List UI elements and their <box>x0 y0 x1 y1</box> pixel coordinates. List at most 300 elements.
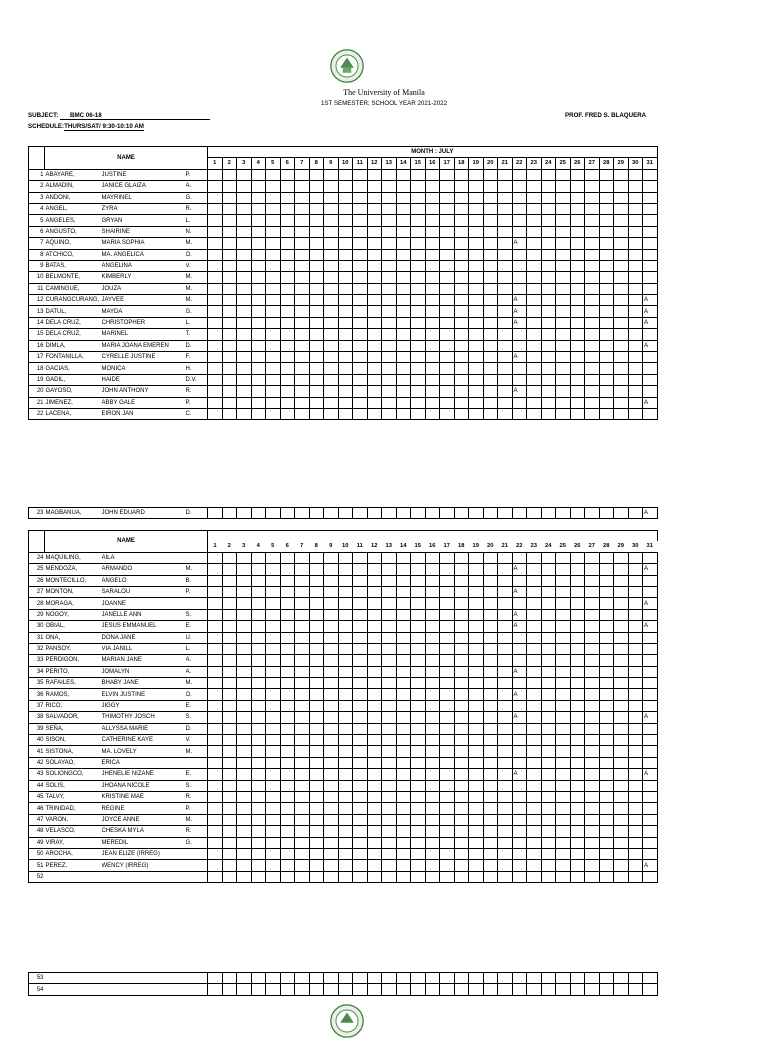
attendance-cell[interactable] <box>382 552 397 563</box>
attendance-cell[interactable] <box>266 295 281 306</box>
attendance-cell[interactable] <box>353 860 368 871</box>
attendance-cell[interactable] <box>222 306 237 317</box>
attendance-cell[interactable] <box>367 586 382 597</box>
attendance-cell[interactable] <box>599 340 614 351</box>
attendance-cell[interactable] <box>541 586 556 597</box>
attendance-cell[interactable] <box>309 643 324 654</box>
attendance-cell[interactable] <box>266 735 281 746</box>
attendance-cell[interactable] <box>469 632 484 643</box>
attendance-cell[interactable] <box>367 757 382 768</box>
attendance-cell[interactable] <box>469 508 484 519</box>
attendance-cell[interactable] <box>324 984 339 995</box>
attendance-cell[interactable] <box>628 689 643 700</box>
attendance-cell[interactable] <box>585 340 600 351</box>
attendance-cell[interactable] <box>266 871 281 882</box>
attendance-cell[interactable] <box>585 374 600 385</box>
attendance-cell[interactable] <box>541 169 556 180</box>
attendance-cell[interactable] <box>527 757 542 768</box>
attendance-cell[interactable] <box>599 272 614 283</box>
attendance-cell[interactable] <box>295 984 310 995</box>
attendance-cell[interactable] <box>237 678 252 689</box>
attendance-cell[interactable] <box>556 598 571 609</box>
attendance-cell[interactable] <box>614 598 629 609</box>
attendance-cell[interactable] <box>425 814 440 825</box>
attendance-cell[interactable] <box>556 215 571 226</box>
attendance-cell[interactable] <box>643 238 658 249</box>
attendance-cell[interactable] <box>425 181 440 192</box>
attendance-cell[interactable] <box>266 352 281 363</box>
attendance-cell[interactable] <box>353 643 368 654</box>
attendance-cell[interactable] <box>599 552 614 563</box>
attendance-cell[interactable] <box>382 632 397 643</box>
attendance-cell[interactable] <box>454 826 469 837</box>
attendance-cell[interactable] <box>440 552 455 563</box>
attendance-cell[interactable] <box>338 984 353 995</box>
attendance-cell[interactable] <box>411 712 426 723</box>
attendance-cell[interactable] <box>425 848 440 859</box>
attendance-cell[interactable] <box>367 226 382 237</box>
attendance-cell[interactable] <box>614 609 629 620</box>
attendance-cell[interactable] <box>483 837 498 848</box>
attendance-cell[interactable] <box>266 408 281 419</box>
attendance-cell[interactable] <box>222 238 237 249</box>
attendance-cell[interactable] <box>324 363 339 374</box>
attendance-cell[interactable] <box>324 329 339 340</box>
attendance-cell[interactable] <box>614 803 629 814</box>
attendance-cell[interactable] <box>280 238 295 249</box>
attendance-cell[interactable] <box>222 984 237 995</box>
attendance-cell[interactable] <box>396 586 411 597</box>
attendance-cell[interactable] <box>643 803 658 814</box>
attendance-cell[interactable] <box>527 340 542 351</box>
attendance-cell[interactable] <box>411 363 426 374</box>
attendance-cell[interactable] <box>498 192 513 203</box>
attendance-cell[interactable] <box>382 860 397 871</box>
attendance-cell[interactable] <box>469 757 484 768</box>
attendance-cell[interactable] <box>483 757 498 768</box>
attendance-cell[interactable] <box>454 984 469 995</box>
attendance-cell[interactable] <box>512 860 527 871</box>
attendance-cell[interactable] <box>527 984 542 995</box>
attendance-cell[interactable] <box>454 329 469 340</box>
attendance-cell[interactable] <box>628 295 643 306</box>
attendance-cell[interactable] <box>512 283 527 294</box>
attendance-cell[interactable] <box>411 272 426 283</box>
attendance-cell[interactable] <box>338 283 353 294</box>
attendance-cell[interactable] <box>454 408 469 419</box>
attendance-cell[interactable] <box>251 757 266 768</box>
attendance-cell[interactable] <box>251 826 266 837</box>
attendance-cell[interactable] <box>237 780 252 791</box>
attendance-cell[interactable] <box>396 363 411 374</box>
attendance-cell[interactable] <box>353 700 368 711</box>
attendance-cell[interactable] <box>454 575 469 586</box>
attendance-cell[interactable] <box>614 678 629 689</box>
attendance-cell[interactable] <box>512 791 527 802</box>
attendance-cell[interactable] <box>309 564 324 575</box>
attendance-cell[interactable] <box>425 712 440 723</box>
attendance-cell[interactable] <box>324 203 339 214</box>
attendance-cell[interactable] <box>309 848 324 859</box>
attendance-cell[interactable] <box>396 803 411 814</box>
attendance-cell[interactable] <box>208 169 223 180</box>
attendance-cell[interactable] <box>382 272 397 283</box>
attendance-cell[interactable] <box>527 397 542 408</box>
attendance-cell[interactable] <box>599 643 614 654</box>
attendance-cell[interactable] <box>324 666 339 677</box>
attendance-cell[interactable] <box>483 643 498 654</box>
attendance-cell[interactable] <box>585 306 600 317</box>
attendance-cell[interactable] <box>396 575 411 586</box>
attendance-cell[interactable] <box>338 192 353 203</box>
attendance-cell[interactable] <box>353 689 368 700</box>
attendance-cell[interactable] <box>324 575 339 586</box>
attendance-cell[interactable] <box>628 203 643 214</box>
attendance-cell[interactable] <box>309 203 324 214</box>
attendance-cell[interactable] <box>237 508 252 519</box>
attendance-cell[interactable] <box>614 352 629 363</box>
attendance-cell[interactable] <box>527 860 542 871</box>
attendance-cell[interactable] <box>440 678 455 689</box>
attendance-cell[interactable] <box>541 226 556 237</box>
attendance-cell[interactable] <box>353 363 368 374</box>
attendance-cell[interactable] <box>585 575 600 586</box>
attendance-cell[interactable] <box>599 678 614 689</box>
attendance-cell[interactable] <box>353 780 368 791</box>
attendance-cell[interactable] <box>498 295 513 306</box>
attendance-cell[interactable] <box>324 374 339 385</box>
attendance-cell[interactable] <box>309 226 324 237</box>
attendance-cell[interactable] <box>483 655 498 666</box>
attendance-cell[interactable] <box>541 723 556 734</box>
attendance-cell[interactable] <box>425 780 440 791</box>
attendance-cell[interactable] <box>483 871 498 882</box>
attendance-cell[interactable] <box>512 678 527 689</box>
attendance-cell[interactable] <box>266 169 281 180</box>
attendance-cell[interactable] <box>382 837 397 848</box>
attendance-cell[interactable] <box>556 655 571 666</box>
attendance-cell[interactable] <box>454 712 469 723</box>
attendance-cell[interactable] <box>251 226 266 237</box>
attendance-cell[interactable] <box>237 169 252 180</box>
attendance-cell[interactable] <box>527 586 542 597</box>
attendance-cell[interactable] <box>527 238 542 249</box>
attendance-cell[interactable] <box>570 249 585 260</box>
attendance-cell[interactable] <box>628 791 643 802</box>
attendance-cell[interactable] <box>309 363 324 374</box>
attendance-cell[interactable] <box>483 203 498 214</box>
attendance-cell[interactable] <box>614 408 629 419</box>
attendance-cell[interactable] <box>251 746 266 757</box>
attendance-cell[interactable] <box>469 666 484 677</box>
attendance-cell[interactable] <box>338 826 353 837</box>
attendance-cell[interactable] <box>208 780 223 791</box>
attendance-cell[interactable] <box>628 655 643 666</box>
attendance-cell[interactable] <box>324 609 339 620</box>
attendance-cell[interactable] <box>585 249 600 260</box>
attendance-cell[interactable] <box>353 826 368 837</box>
attendance-cell[interactable] <box>382 700 397 711</box>
attendance-cell[interactable] <box>512 973 527 984</box>
attendance-cell[interactable] <box>628 678 643 689</box>
attendance-cell[interactable] <box>628 192 643 203</box>
attendance-cell[interactable] <box>585 791 600 802</box>
attendance-cell[interactable] <box>599 249 614 260</box>
attendance-cell[interactable] <box>541 249 556 260</box>
attendance-cell[interactable] <box>570 723 585 734</box>
attendance-cell[interactable]: A <box>512 564 527 575</box>
attendance-cell[interactable] <box>295 655 310 666</box>
attendance-cell[interactable] <box>643 215 658 226</box>
attendance-cell[interactable] <box>222 249 237 260</box>
attendance-cell[interactable] <box>266 712 281 723</box>
attendance-cell[interactable] <box>643 700 658 711</box>
attendance-cell[interactable] <box>454 386 469 397</box>
attendance-cell[interactable] <box>222 689 237 700</box>
attendance-cell[interactable] <box>353 723 368 734</box>
attendance-cell[interactable] <box>411 249 426 260</box>
attendance-cell[interactable] <box>483 340 498 351</box>
attendance-cell[interactable] <box>585 735 600 746</box>
attendance-cell[interactable] <box>382 643 397 654</box>
attendance-cell[interactable] <box>541 215 556 226</box>
attendance-cell[interactable] <box>353 386 368 397</box>
attendance-cell[interactable] <box>628 260 643 271</box>
attendance-cell[interactable] <box>382 249 397 260</box>
attendance-cell[interactable] <box>353 552 368 563</box>
attendance-cell[interactable] <box>396 508 411 519</box>
attendance-cell[interactable] <box>208 586 223 597</box>
attendance-cell[interactable] <box>454 317 469 328</box>
attendance-cell[interactable] <box>396 386 411 397</box>
attendance-cell[interactable] <box>251 386 266 397</box>
attendance-cell[interactable] <box>251 192 266 203</box>
attendance-cell[interactable] <box>498 814 513 825</box>
attendance-cell[interactable] <box>382 329 397 340</box>
attendance-cell[interactable] <box>266 586 281 597</box>
attendance-cell[interactable] <box>585 552 600 563</box>
attendance-cell[interactable] <box>599 814 614 825</box>
attendance-cell[interactable] <box>280 203 295 214</box>
attendance-cell[interactable] <box>309 181 324 192</box>
attendance-cell[interactable] <box>498 632 513 643</box>
attendance-cell[interactable] <box>367 609 382 620</box>
attendance-cell[interactable]: A <box>512 295 527 306</box>
attendance-cell[interactable] <box>541 329 556 340</box>
attendance-cell[interactable] <box>614 238 629 249</box>
attendance-cell[interactable] <box>367 575 382 586</box>
attendance-cell[interactable] <box>570 735 585 746</box>
attendance-cell[interactable] <box>295 340 310 351</box>
attendance-cell[interactable] <box>469 317 484 328</box>
attendance-cell[interactable] <box>512 984 527 995</box>
attendance-cell[interactable] <box>266 769 281 780</box>
attendance-cell[interactable] <box>585 621 600 632</box>
attendance-cell[interactable] <box>556 837 571 848</box>
attendance-cell[interactable] <box>469 848 484 859</box>
attendance-cell[interactable] <box>512 552 527 563</box>
attendance-cell[interactable] <box>208 678 223 689</box>
attendance-cell[interactable] <box>338 169 353 180</box>
attendance-cell[interactable] <box>556 826 571 837</box>
attendance-cell[interactable] <box>425 791 440 802</box>
attendance-cell[interactable] <box>237 700 252 711</box>
attendance-cell[interactable] <box>440 192 455 203</box>
attendance-cell[interactable] <box>643 169 658 180</box>
attendance-cell[interactable] <box>411 632 426 643</box>
attendance-cell[interactable] <box>541 700 556 711</box>
attendance-cell[interactable] <box>237 329 252 340</box>
attendance-cell[interactable] <box>498 655 513 666</box>
attendance-cell[interactable] <box>483 508 498 519</box>
attendance-cell[interactable] <box>498 306 513 317</box>
attendance-cell[interactable] <box>628 632 643 643</box>
attendance-cell[interactable]: A <box>643 564 658 575</box>
attendance-cell[interactable] <box>367 643 382 654</box>
attendance-cell[interactable] <box>585 609 600 620</box>
attendance-cell[interactable] <box>614 973 629 984</box>
attendance-cell[interactable] <box>382 666 397 677</box>
attendance-cell[interactable] <box>527 973 542 984</box>
attendance-cell[interactable] <box>396 769 411 780</box>
attendance-cell[interactable] <box>208 575 223 586</box>
attendance-cell[interactable] <box>295 712 310 723</box>
attendance-cell[interactable] <box>425 329 440 340</box>
attendance-cell[interactable] <box>396 848 411 859</box>
attendance-cell[interactable] <box>599 169 614 180</box>
attendance-cell[interactable] <box>353 621 368 632</box>
attendance-cell[interactable] <box>483 329 498 340</box>
attendance-cell[interactable] <box>585 826 600 837</box>
attendance-cell[interactable] <box>483 712 498 723</box>
attendance-cell[interactable] <box>628 871 643 882</box>
attendance-cell[interactable] <box>338 735 353 746</box>
attendance-cell[interactable] <box>295 826 310 837</box>
attendance-cell[interactable]: A <box>643 769 658 780</box>
attendance-cell[interactable] <box>396 260 411 271</box>
attendance-cell[interactable] <box>454 609 469 620</box>
attendance-cell[interactable] <box>643 352 658 363</box>
attendance-cell[interactable] <box>512 826 527 837</box>
attendance-cell[interactable] <box>498 575 513 586</box>
attendance-cell[interactable] <box>208 192 223 203</box>
attendance-cell[interactable] <box>251 643 266 654</box>
attendance-cell[interactable] <box>324 386 339 397</box>
attendance-cell[interactable] <box>251 769 266 780</box>
attendance-cell[interactable] <box>266 283 281 294</box>
attendance-cell[interactable] <box>338 374 353 385</box>
attendance-cell[interactable] <box>614 552 629 563</box>
attendance-cell[interactable] <box>570 655 585 666</box>
attendance-cell[interactable] <box>570 700 585 711</box>
attendance-cell[interactable] <box>556 712 571 723</box>
attendance-cell[interactable] <box>280 700 295 711</box>
attendance-cell[interactable] <box>396 397 411 408</box>
attendance-cell[interactable] <box>396 192 411 203</box>
attendance-cell[interactable] <box>541 689 556 700</box>
attendance-cell[interactable] <box>614 586 629 597</box>
attendance-cell[interactable] <box>396 564 411 575</box>
attendance-cell[interactable] <box>309 757 324 768</box>
attendance-cell[interactable] <box>382 621 397 632</box>
attendance-cell[interactable] <box>266 609 281 620</box>
attendance-cell[interactable] <box>585 386 600 397</box>
attendance-cell[interactable] <box>440 226 455 237</box>
attendance-cell[interactable] <box>628 837 643 848</box>
attendance-cell[interactable] <box>353 712 368 723</box>
attendance-cell[interactable] <box>295 586 310 597</box>
attendance-cell[interactable] <box>498 374 513 385</box>
attendance-cell[interactable] <box>469 238 484 249</box>
attendance-cell[interactable] <box>614 746 629 757</box>
attendance-cell[interactable] <box>469 272 484 283</box>
attendance-cell[interactable] <box>599 655 614 666</box>
attendance-cell[interactable] <box>469 386 484 397</box>
attendance-cell[interactable] <box>527 564 542 575</box>
attendance-cell[interactable] <box>324 226 339 237</box>
attendance-cell[interactable] <box>208 238 223 249</box>
attendance-cell[interactable] <box>280 169 295 180</box>
attendance-cell[interactable] <box>556 306 571 317</box>
attendance-cell[interactable] <box>280 643 295 654</box>
attendance-cell[interactable] <box>585 837 600 848</box>
attendance-cell[interactable] <box>440 283 455 294</box>
attendance-cell[interactable] <box>440 666 455 677</box>
attendance-cell[interactable] <box>541 272 556 283</box>
attendance-cell[interactable] <box>512 397 527 408</box>
attendance-cell[interactable] <box>643 283 658 294</box>
attendance-cell[interactable] <box>628 723 643 734</box>
attendance-cell[interactable] <box>222 283 237 294</box>
attendance-cell[interactable] <box>454 791 469 802</box>
attendance-cell[interactable] <box>512 192 527 203</box>
attendance-cell[interactable] <box>570 791 585 802</box>
attendance-cell[interactable] <box>425 215 440 226</box>
attendance-cell[interactable] <box>527 260 542 271</box>
attendance-cell[interactable] <box>570 973 585 984</box>
attendance-cell[interactable] <box>643 780 658 791</box>
attendance-cell[interactable] <box>324 508 339 519</box>
attendance-cell[interactable] <box>454 352 469 363</box>
attendance-cell[interactable] <box>469 723 484 734</box>
attendance-cell[interactable] <box>324 340 339 351</box>
attendance-cell[interactable] <box>295 860 310 871</box>
attendance-cell[interactable] <box>309 700 324 711</box>
attendance-cell[interactable] <box>469 689 484 700</box>
attendance-cell[interactable] <box>295 317 310 328</box>
attendance-cell[interactable] <box>237 814 252 825</box>
attendance-cell[interactable] <box>266 689 281 700</box>
attendance-cell[interactable] <box>599 689 614 700</box>
attendance-cell[interactable] <box>570 283 585 294</box>
attendance-cell[interactable] <box>570 837 585 848</box>
attendance-cell[interactable] <box>382 508 397 519</box>
attendance-cell[interactable] <box>570 826 585 837</box>
attendance-cell[interactable] <box>309 837 324 848</box>
attendance-cell[interactable] <box>556 408 571 419</box>
attendance-cell[interactable] <box>367 352 382 363</box>
attendance-cell[interactable] <box>541 712 556 723</box>
attendance-cell[interactable] <box>309 791 324 802</box>
attendance-cell[interactable] <box>483 632 498 643</box>
attendance-cell[interactable] <box>614 397 629 408</box>
attendance-cell[interactable] <box>353 973 368 984</box>
attendance-cell[interactable] <box>454 723 469 734</box>
attendance-cell[interactable] <box>222 215 237 226</box>
attendance-cell[interactable] <box>208 769 223 780</box>
attendance-cell[interactable] <box>440 621 455 632</box>
attendance-cell[interactable] <box>338 973 353 984</box>
